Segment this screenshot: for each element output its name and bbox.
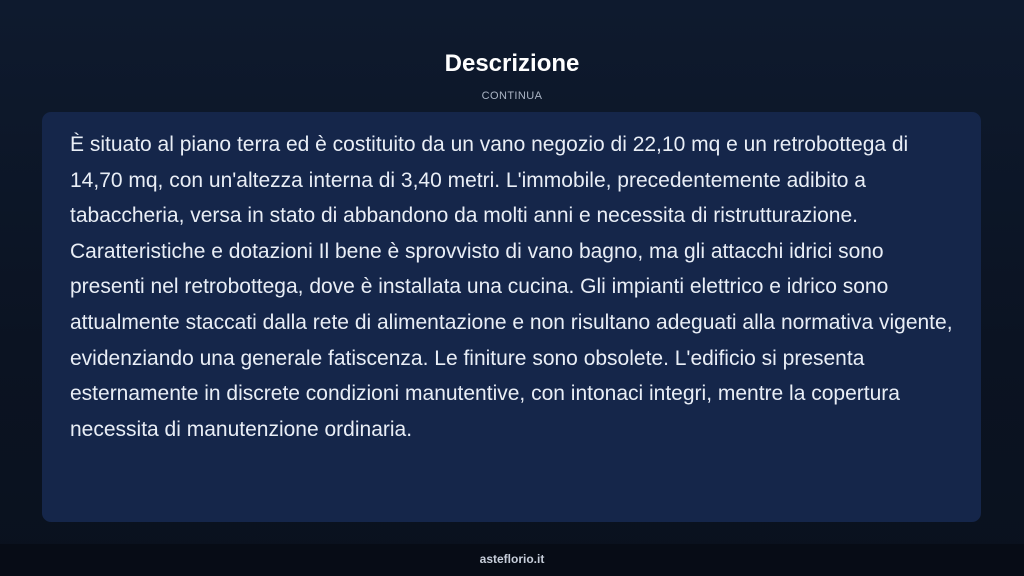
page-title: Descrizione bbox=[444, 50, 580, 77]
description-text: È situato al piano terra ed è costituito da un vano negozio di 22,10 mq e un retrobottega di 14,70 mq, con un'altezza interna di 3,40 metri. L'immobile, precedentemente adibito a tabaccheria, versa in stato di abbandono da molti anni e necessita di ristrutturazione. Caratteristiche e dotazioni Il bene è sprovvisto di vano bagno, ma gli attacchi idrici sono presenti nel retrobottega, dove è installata una cucina. Gli impianti elettrico e idrico sono attualmente staccati dalla rete di alimentazione e non risultano adeguati alla normativa vigente, evidenziando una generale fatiscenza. Le finiture sono obsolete. L'edificio si presenta esternamente in discrete condizioni manutentive, con intonaci integri, mentre la copertura necessita di manutenzione ordinaria. bbox=[70, 133, 953, 441]
page-subtitle: CONTINUA bbox=[481, 90, 543, 102]
footer-brand: asteflorio.it bbox=[479, 552, 545, 566]
description-card bbox=[42, 112, 981, 522]
